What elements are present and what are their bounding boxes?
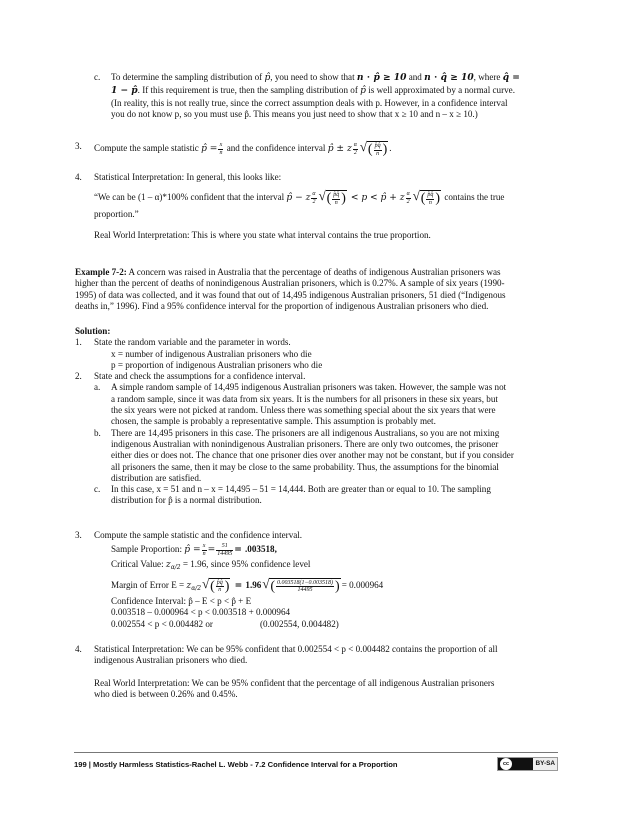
step-4-general: 4. Statistical Interpretation: In general, this looks like: “We can be (1 – α)*100% confident that the interval p̂ − z $\frac{\alpha}{2}$ √ ( $\frac{p̂q̂}{n}$ ) < p < p̂ + z $\frac{\alpha}{2}$ √ ( $\frac{p̂q̂}{n}$ ) contains the true proportion.” Real World Interpretation: This is where you state what interval contains the true proportion. bbox=[75, 172, 505, 240]
solution-heading: Solution: bbox=[75, 326, 111, 336]
footer-text: 199 | Mostly Harmless Statistics-Rachel L. Webb - 7.2 Confidence Interval for a Proportion bbox=[74, 760, 398, 769]
solution-step-4: 4. Statistical Interpretation: We can be 95% confident that 0.002554 < p < 0.004482 contains the proportion of all indigenous Australian prisoners who died. Real World Interpretation: We can be 95% confident that the percentage of all indigenous Australian prisoners who died is between 0.26% and 0.45%. bbox=[75, 644, 498, 699]
example-label: Example 7-2: bbox=[75, 267, 127, 277]
page-footer bbox=[74, 752, 558, 770]
example-7-2: Example 7-2: A concern was raised in Australia that the percentage of deaths of indigenous Australian prisoners was higher than the percent of deaths of nonindigenous Australian prisoners, which is 0.27%. A sample of six years (1990- 1995) of data was collected, and it was found that out of 14,495 indigenous Australian prisoners, 51 died (“Indigenous deaths in,” 1996). Find a 95% confidence interval for the proportion of indigenous Australian prisoners who died. bbox=[75, 267, 506, 311]
license-label: BY-SA bbox=[533, 758, 557, 770]
list-number: 3. bbox=[75, 141, 82, 151]
solution-step-3: 3. Compute the sample statistic and the confidence interval. Sample Proportion: p̂ = $\frac{x}{n}$ = $\frac{51}{14495}$ = .003518, Critical Value: $z_{\alpha/2} = 1.96$, since 95% confidence level Margin of Error $E = z_{\alpha/2}$ √ ( $\frac{p̂q̂}{n}$ ) = 1.96 √ ( $\frac{0.003518(1-0.003518)}{14495}$ ) = 0.000964 Confidence Interval: p̂ – E < p < p̂ + E 0.003518 – 0.000964 < p < 0.003518 + 0.000964 0.002554 < p < 0.004482 or (0.002554, 0.004482) bbox=[75, 530, 384, 629]
assumption-c: c. To determine the sampling distribution of p̂, you need to show that n ⋅ p̂ ≥ 10 and n ⋅ q̂ ≥ 10, where q̂ = 1 − p̂. If this requirement is true, then the sampling distribution of p̂ is well approximated by a normal curve. (In reality, this is not really true, since the correct assumption deals with p. However, in a confidence interval you do not know p, so you must use p̂. This means you just need to show that x ≥ 10 and n – x ≥ 10.) bbox=[94, 72, 520, 119]
cc-license-badge bbox=[497, 757, 558, 771]
solution: Solution: 1. State the random variable and the parameter in words. x = number of indigenous Australian prisoners who die p = proportion of indigenous Australian prisoners who die 2. State and check the assumptions for a confidence interval. a. A simple random sample of 14,495 indigenous Australian prisoners was taken. However, the sample was not a random sample, since it was data from six years. It is the numbers for all prisoners in these six years, but the six years were not picked at random. Unless there was something special about the six years that were chosen, the sample is probably a representative sample. This assumption is probably met. b. There are 14,495 prisoners in this case. The prisoners are all indigenous Australians, so you are not mixing indigenous Australian with nonindigenous Australian prisoners. There are only two outcomes, the prisoner either dies or does not. The chance that one prisoner dies over another may not be constant, but if you consider all prisoners the same, then it may be close to the same probability. Thus, the assumptions for the binomial distribution are satisfied. c. In this case, x = 51 and n – x = 14,495 – 51 = 14,444. Both are greater than or equal to 10. The sampling distribution for p̂ is a normal distribution. bbox=[0, 326, 630, 507]
list-marker: c. bbox=[94, 72, 101, 82]
step-3-general: 3. Compute the sample statistic p̂ = $\frac{x}{n}$ and the confidence interval p̂ ± z $\frac{\alpha}{2}$ √ ( $\frac{p̂q̂}{n}$ ) . bbox=[75, 139, 392, 157]
list-number: 4. bbox=[75, 172, 82, 182]
creative-commons-icon: cc bbox=[500, 758, 512, 770]
